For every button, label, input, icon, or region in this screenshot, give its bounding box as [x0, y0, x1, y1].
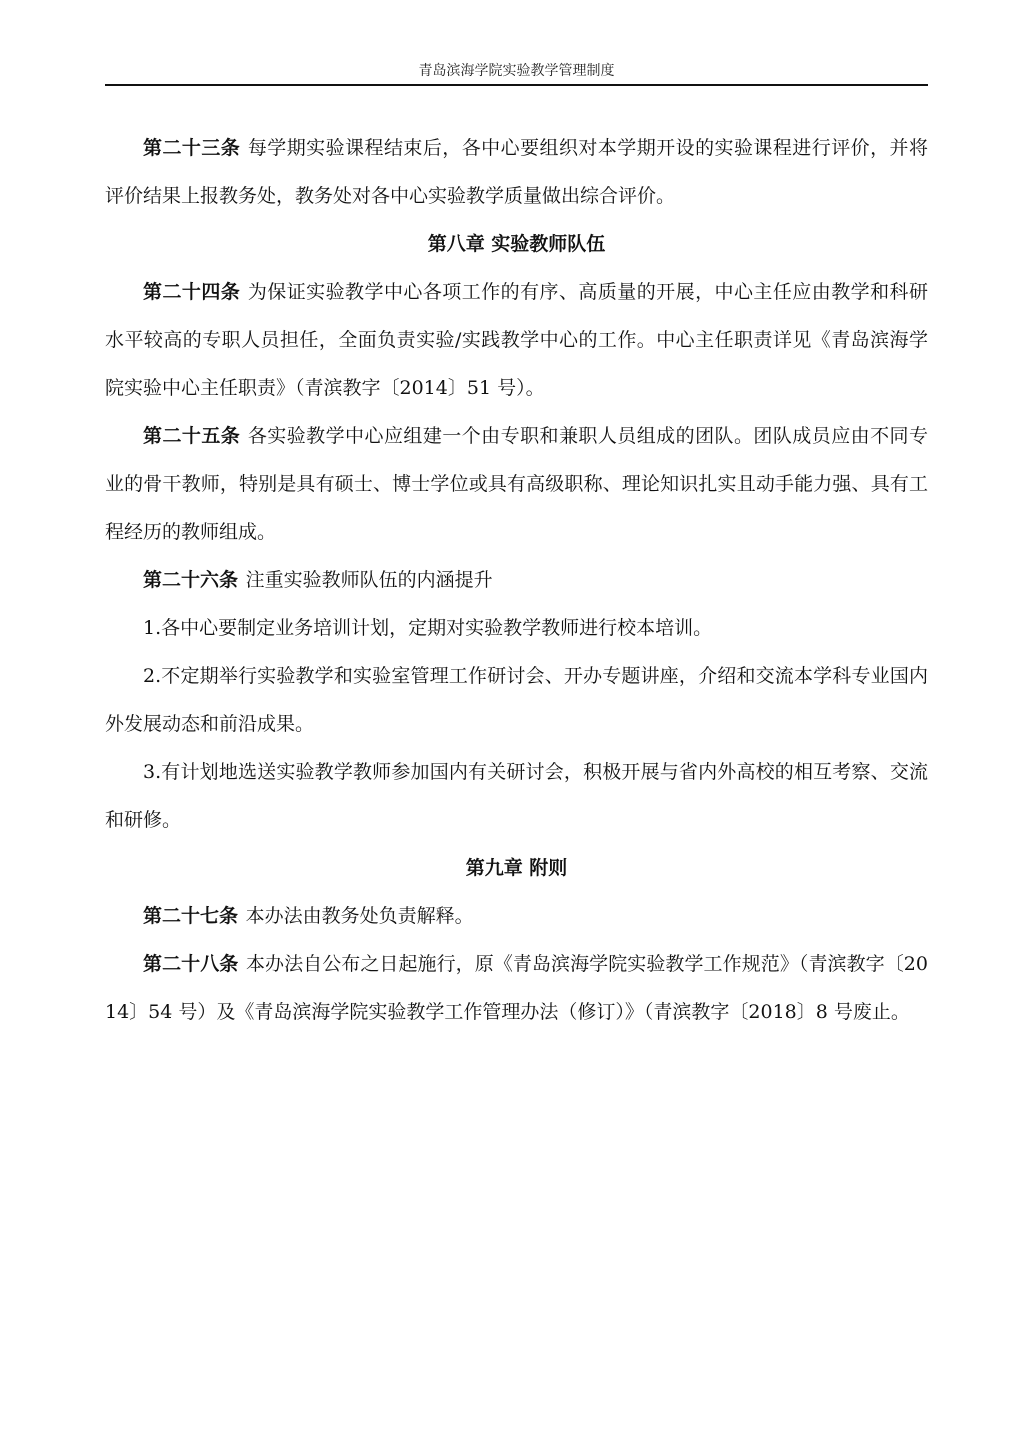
- article-24: [105, 268, 928, 412]
- article-label: 第二十七条: [143, 905, 239, 927]
- article-text: 为保证实验教学中心各项工作的有序、高质量的开展，中心主任应由教学和科研水平较高的专职人员担任，全面负责实验/实践教学中心的工作。中心主任职责详见《青岛滨海学院实验中心主任职责》（青滨教字〔2014〕51 号）。: [105, 281, 928, 399]
- page-header: [105, 58, 928, 86]
- article-label: 第二十五条: [143, 425, 241, 447]
- header-title: 青岛滨海学院实验教学管理制度: [418, 63, 615, 79]
- list-item: 1.各中心要制定业务培训计划，定期对实验教学教师进行校本培训。: [143, 617, 713, 639]
- article-label: 第二十三条: [143, 137, 241, 159]
- article-25: [105, 412, 928, 556]
- article-text: 每学期实验课程结束后，各中心要组织对本学期开设的实验课程进行评价，并将评价结果上报教务处，教务处对各中心实验教学质量做出综合评价。: [105, 137, 928, 207]
- article-28: [105, 940, 928, 1036]
- article-text: 注重实验教师队伍的内涵提升: [245, 569, 493, 591]
- document-body: [105, 124, 928, 1036]
- chapter-8-title: 第八章 实验教师队伍: [427, 233, 606, 255]
- article-label: 第二十八条: [143, 953, 239, 975]
- list-item: 3.有计划地选送实验教学教师参加国内有关研讨会，积极开展与省内外高校的相互考察、交流和研修。: [105, 761, 928, 831]
- article-label: 第二十六条: [143, 569, 239, 591]
- article-text: 本办法自公布之日起施行，原《青岛滨海学院实验教学工作规范》（青滨教字〔2014〕54 号）及《青岛滨海学院实验教学工作管理办法（修订）》（青滨教字〔2018〕8 号废止。: [105, 953, 928, 1023]
- article-27: [105, 892, 928, 940]
- article-23: [105, 124, 928, 220]
- article-label: 第二十四条: [143, 281, 241, 303]
- article-26: [105, 556, 928, 604]
- article-text: 本办法由教务处负责解释。: [245, 905, 474, 927]
- chapter-9-title: 第九章 附则: [465, 857, 568, 879]
- article-text: 各实验教学中心应组建一个由专职和兼职人员组成的团队。团队成员应由不同专业的骨干教师，特别是具有硕士、博士学位或具有高级职称、理论知识扎实且动手能力强、具有工程经历的教师组成。: [105, 425, 928, 543]
- list-item: 2.不定期举行实验教学和实验室管理工作研讨会、开办专题讲座，介绍和交流本学科专业国内外发展动态和前沿成果。: [105, 665, 928, 735]
